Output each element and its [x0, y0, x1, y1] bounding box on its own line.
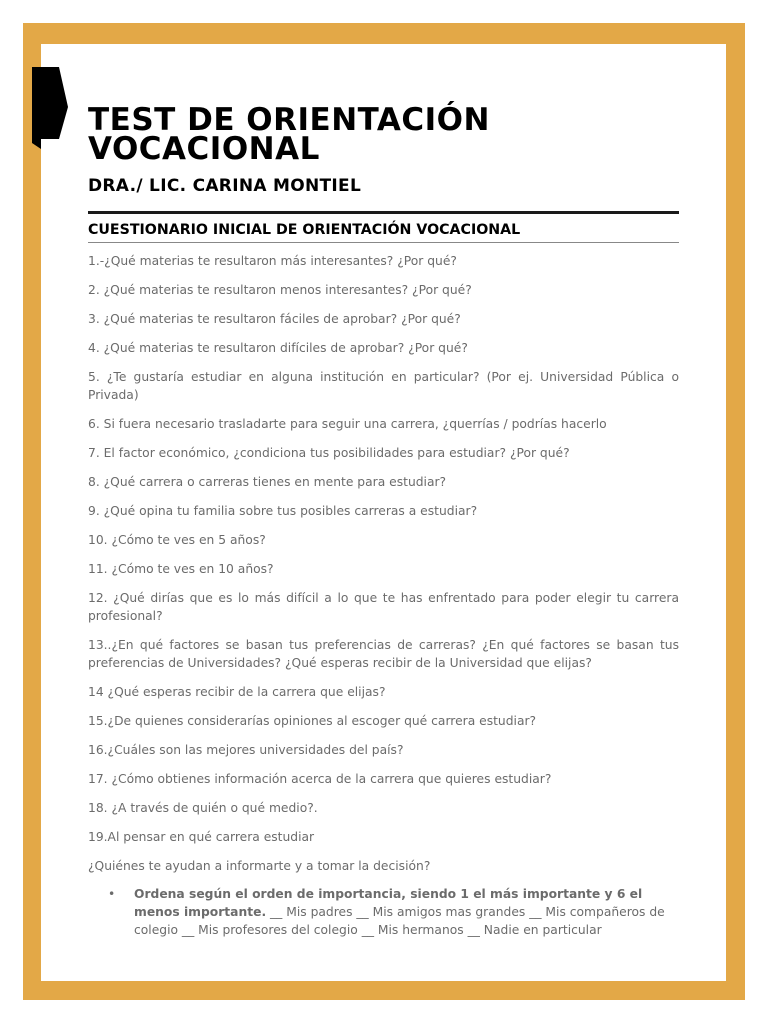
- question-item: 18. ¿A través de quién o qué medio?.: [88, 801, 318, 815]
- ranking-options: __ Mis padres __ Mis amigos mas grandes __ Mis compañeros de colegio __ Mis profesores del colegio __ Mis hermanos __ Nadie en particular: [134, 905, 665, 937]
- heading-divider: [88, 211, 679, 214]
- question-item: 7. El factor económico, ¿condiciona tus posibilidades para estudiar? ¿Por qué?: [88, 446, 570, 460]
- question-item: 16.¿Cuáles son las mejores universidades del país?: [88, 743, 404, 757]
- question-item: 12. ¿Qué dirías que es lo más difícil a lo que te has enfrentado para poder elegir tu carrera profesional?: [88, 591, 679, 623]
- ranking-instruction: [88, 885, 679, 939]
- question-item: 11. ¿Cómo te ves en 10 años?: [88, 562, 274, 576]
- question-item: 13..¿En qué factores se basan tus preferencias de carreras? ¿En qué factores se basan tus preferencias de Universidades? ¿Qué esperas recibir de la Universidad que elijas?: [88, 638, 679, 670]
- question-item: 6. Si fuera necesario trasladarte para seguir una carrera, ¿querrías / podrías hacerlo: [88, 417, 607, 431]
- question-item: 14 ¿Qué esperas recibir de la carrera que elijas?: [88, 685, 386, 699]
- page-frame: [23, 23, 745, 1000]
- document-content: [88, 44, 679, 939]
- bookmark-tab-icon: [32, 67, 68, 149]
- question-item: 19.Al pensar en qué carrera estudiar: [88, 830, 315, 844]
- title-line-2: VOCACIONAL: [88, 131, 320, 167]
- question-item: 4. ¿Qué materias te resultaron difíciles de aprobar? ¿Por qué?: [88, 341, 468, 355]
- question-item: 3. ¿Qué materias te resultaron fáciles de aprobar? ¿Por qué?: [88, 312, 461, 326]
- section-heading: CUESTIONARIO INICIAL DE ORIENTACIÓN VOCACIONAL: [88, 222, 521, 238]
- question-item: 10. ¿Cómo te ves en 5 años?: [88, 533, 266, 547]
- document-page: [41, 44, 726, 981]
- question-item: ¿Quiénes te ayudan a informarte y a tomar la decisión?: [88, 859, 431, 873]
- document-title: [88, 44, 679, 167]
- section-divider: [88, 242, 679, 243]
- question-item: 17. ¿Cómo obtienes información acerca de la carrera que quieres estudiar?: [88, 772, 552, 786]
- question-list: [88, 252, 679, 875]
- question-item: 5. ¿Te gustaría estudiar en alguna institución en particular? (Por ej. Universidad Pública o Privada): [88, 370, 679, 402]
- title-line-1: TEST DE ORIENTACIÓN: [88, 102, 490, 138]
- question-item: 8. ¿Qué carrera o carreras tienes en mente para estudiar?: [88, 475, 447, 489]
- author-name: DRA./ LIC. CARINA MONTIEL: [88, 176, 362, 196]
- question-item: 1.-¿Qué materias te resultaron más interesantes? ¿Por qué?: [88, 254, 457, 268]
- bullet-dot-icon: •: [108, 887, 116, 901]
- ranking-instruction-bold: Ordena según el orden de importancia, siendo 1 el más importante y 6 el menos importante.: [134, 887, 643, 919]
- question-item: 15.¿De quienes considerarías opiniones al escoger qué carrera estudiar?: [88, 714, 537, 728]
- question-item: 9. ¿Qué opina tu familia sobre tus posibles carreras a estudiar?: [88, 504, 478, 518]
- question-item: 2. ¿Qué materias te resultaron menos interesantes? ¿Por qué?: [88, 283, 472, 297]
- ranking-instruction-text: [134, 885, 679, 939]
